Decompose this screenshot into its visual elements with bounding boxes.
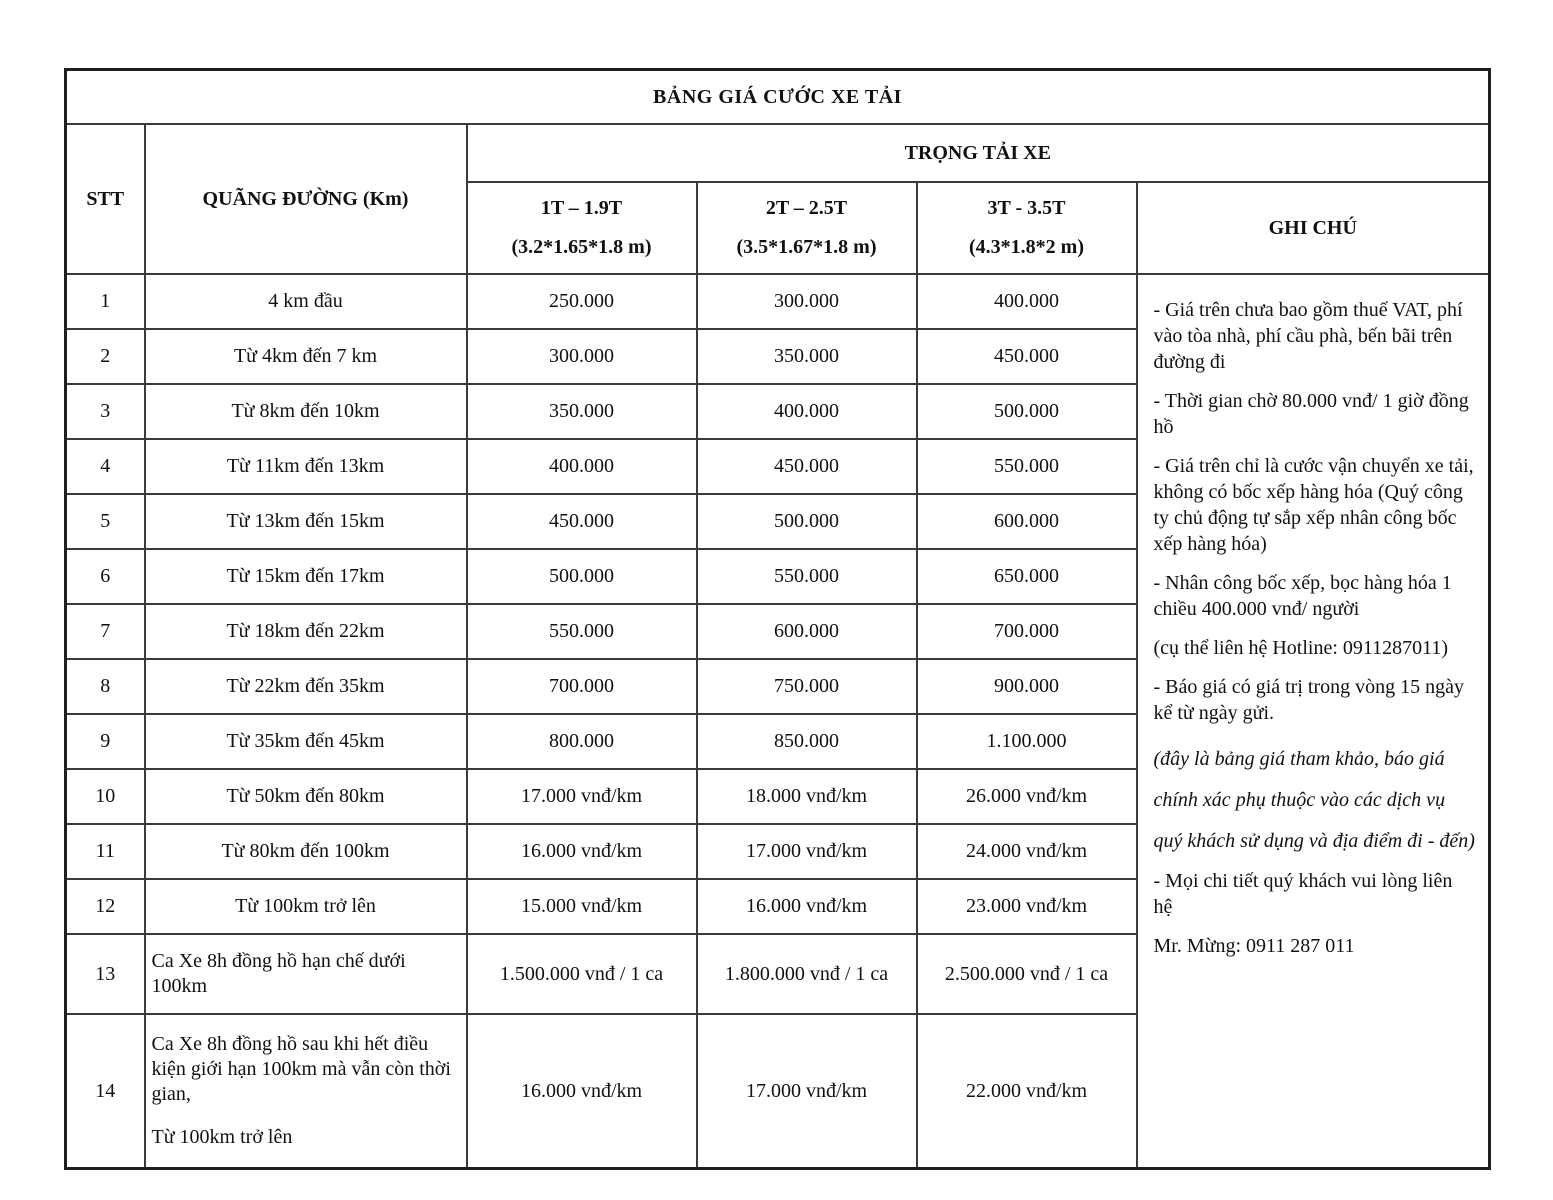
price-cell-2: 550.000 bbox=[697, 549, 917, 604]
stt-cell: 3 bbox=[66, 384, 145, 439]
route-cell: Từ 22km đến 35km bbox=[145, 659, 467, 714]
header-stt: STT bbox=[66, 124, 145, 274]
price-cell-2: 16.000 vnđ/km bbox=[697, 879, 917, 934]
route-cell: Từ 11km đến 13km bbox=[145, 439, 467, 494]
price-cell-1: 15.000 vnđ/km bbox=[467, 879, 697, 934]
note-paragraph-italic: (đây là bảng giá tham khảo, báo giá chính xác phụ thuộc vào các dịch vụ quý khách sử dụng và địa điểm đi - đến) bbox=[1153, 748, 1475, 852]
price-cell-1: 1.500.000 vnđ / 1 ca bbox=[467, 934, 697, 1014]
price-cell-2: 18.000 vnđ/km bbox=[697, 769, 917, 824]
price-cell-2: 17.000 vnđ/km bbox=[697, 824, 917, 879]
price-cell-1: 500.000 bbox=[467, 549, 697, 604]
table-row bbox=[66, 274, 1490, 329]
route-cell: Từ 100km trở lên bbox=[145, 879, 467, 934]
tonnage-range: 3T - 3.5T bbox=[987, 197, 1066, 219]
tonnage-range: 2T – 2.5T bbox=[765, 197, 848, 219]
route-cell: Từ 35km đến 45km bbox=[145, 714, 467, 769]
notes-cell bbox=[1137, 274, 1490, 1169]
tonnage-range: 1T – 1.9T bbox=[540, 197, 623, 219]
header-notes: GHI CHÚ bbox=[1137, 182, 1490, 274]
header-tonnage-group: TRỌNG TẢI XE bbox=[467, 124, 1490, 182]
note-paragraph: Mr. Mừng: 0911 287 011 bbox=[1153, 935, 1355, 957]
price-cell-3: 500.000 bbox=[917, 384, 1137, 439]
price-cell-2: 850.000 bbox=[697, 714, 917, 769]
route-cell: Từ 18km đến 22km bbox=[145, 604, 467, 659]
price-cell-1: 800.000 bbox=[467, 714, 697, 769]
price-cell-2: 400.000 bbox=[697, 384, 917, 439]
route-cell: 4 km đầu bbox=[145, 274, 467, 329]
stt-cell: 14 bbox=[66, 1014, 145, 1169]
price-cell-3: 2.500.000 vnđ / 1 ca bbox=[917, 934, 1137, 1014]
route-line-1: Ca Xe 8h đồng hồ sau khi hết điều kiện giới hạn 100km mà vẫn còn thời gian, bbox=[151, 1033, 451, 1105]
stt-cell: 9 bbox=[66, 714, 145, 769]
route-cell: Từ 15km đến 17km bbox=[145, 549, 467, 604]
route-cell: Từ 8km đến 10km bbox=[145, 384, 467, 439]
note-paragraph: - Giá trên chỉ là cước vận chuyển xe tải, không có bốc xếp hàng hóa (Quý công ty chủ động tự sắp xếp nhân công bốc xếp hàng hóa) bbox=[1153, 455, 1474, 555]
note-paragraph: - Nhân công bốc xếp, bọc hàng hóa 1 chiều 400.000 vnđ/ người bbox=[1153, 572, 1452, 620]
price-cell-1: 17.000 vnđ/km bbox=[467, 769, 697, 824]
note-paragraph: - Giá trên chưa bao gồm thuế VAT, phí vào tòa nhà, phí cầu phà, bến bãi trên đường đi bbox=[1153, 299, 1463, 373]
price-cell-3: 600.000 bbox=[917, 494, 1137, 549]
route-cell: Từ 13km đến 15km bbox=[145, 494, 467, 549]
route-line-2: Từ 100km trở lên bbox=[151, 1126, 293, 1148]
price-cell-3: 24.000 vnđ/km bbox=[917, 824, 1137, 879]
stt-cell: 10 bbox=[66, 769, 145, 824]
price-cell-3: 650.000 bbox=[917, 549, 1137, 604]
note-paragraph: (cụ thể liên hệ Hotline: 0911287011) bbox=[1153, 637, 1449, 659]
price-cell-3: 700.000 bbox=[917, 604, 1137, 659]
stt-cell: 12 bbox=[66, 879, 145, 934]
route-cell: Từ 80km đến 100km bbox=[145, 824, 467, 879]
price-cell-3: 1.100.000 bbox=[917, 714, 1137, 769]
route-cell: Từ 4km đến 7 km bbox=[145, 329, 467, 384]
price-cell-3: 550.000 bbox=[917, 439, 1137, 494]
price-cell-1: 400.000 bbox=[467, 439, 697, 494]
stt-cell: 6 bbox=[66, 549, 145, 604]
note-paragraph: - Thời gian chờ 80.000 vnđ/ 1 giờ đồng hồ bbox=[1153, 390, 1469, 438]
route-cell: Ca Xe 8h đồng hồ hạn chế dưới 100km bbox=[145, 934, 467, 1014]
price-cell-2: 450.000 bbox=[697, 439, 917, 494]
stt-cell: 1 bbox=[66, 274, 145, 329]
price-cell-3: 450.000 bbox=[917, 329, 1137, 384]
stt-cell: 8 bbox=[66, 659, 145, 714]
tonnage-dimensions: (4.3*1.8*2 m) bbox=[969, 236, 1084, 258]
price-table bbox=[64, 68, 1491, 1170]
tonnage-dimensions: (3.2*1.65*1.8 m) bbox=[511, 236, 652, 258]
table-title: BẢNG GIÁ CƯỚC XE TẢI bbox=[66, 70, 1490, 125]
price-cell-1: 300.000 bbox=[467, 329, 697, 384]
price-cell-1: 350.000 bbox=[467, 384, 697, 439]
route-cell bbox=[145, 1014, 467, 1169]
price-cell-1: 450.000 bbox=[467, 494, 697, 549]
price-cell-2: 600.000 bbox=[697, 604, 917, 659]
header-row-group bbox=[66, 124, 1490, 182]
price-cell-2: 17.000 vnđ/km bbox=[697, 1014, 917, 1169]
price-cell-2: 350.000 bbox=[697, 329, 917, 384]
price-cell-2: 300.000 bbox=[697, 274, 917, 329]
price-cell-3: 23.000 vnđ/km bbox=[917, 879, 1137, 934]
price-cell-1: 250.000 bbox=[467, 274, 697, 329]
stt-cell: 11 bbox=[66, 824, 145, 879]
note-paragraph: - Mọi chi tiết quý khách vui lòng liên hệ bbox=[1153, 870, 1453, 918]
price-cell-2: 500.000 bbox=[697, 494, 917, 549]
tonnage-dimensions: (3.5*1.67*1.8 m) bbox=[736, 236, 877, 258]
header-tonnage-col-2 bbox=[697, 182, 917, 274]
price-cell-3: 400.000 bbox=[917, 274, 1137, 329]
stt-cell: 5 bbox=[66, 494, 145, 549]
price-cell-3: 900.000 bbox=[917, 659, 1137, 714]
price-cell-1: 16.000 vnđ/km bbox=[467, 824, 697, 879]
header-tonnage-col-1 bbox=[467, 182, 697, 274]
price-cell-1: 16.000 vnđ/km bbox=[467, 1014, 697, 1169]
price-cell-1: 700.000 bbox=[467, 659, 697, 714]
note-paragraph: - Báo giá có giá trị trong vòng 15 ngày kể từ ngày gửi. bbox=[1153, 676, 1464, 724]
stt-cell: 2 bbox=[66, 329, 145, 384]
header-route: QUÃNG ĐƯỜNG (Km) bbox=[145, 124, 467, 274]
stt-cell: 4 bbox=[66, 439, 145, 494]
price-cell-2: 750.000 bbox=[697, 659, 917, 714]
price-cell-2: 1.800.000 vnđ / 1 ca bbox=[697, 934, 917, 1014]
route-cell: Từ 50km đến 80km bbox=[145, 769, 467, 824]
stt-cell: 13 bbox=[66, 934, 145, 1014]
stt-cell: 7 bbox=[66, 604, 145, 659]
price-cell-1: 550.000 bbox=[467, 604, 697, 659]
price-cell-3: 22.000 vnđ/km bbox=[917, 1014, 1137, 1169]
header-tonnage-col-3 bbox=[917, 182, 1137, 274]
title-row bbox=[66, 70, 1490, 125]
price-cell-3: 26.000 vnđ/km bbox=[917, 769, 1137, 824]
